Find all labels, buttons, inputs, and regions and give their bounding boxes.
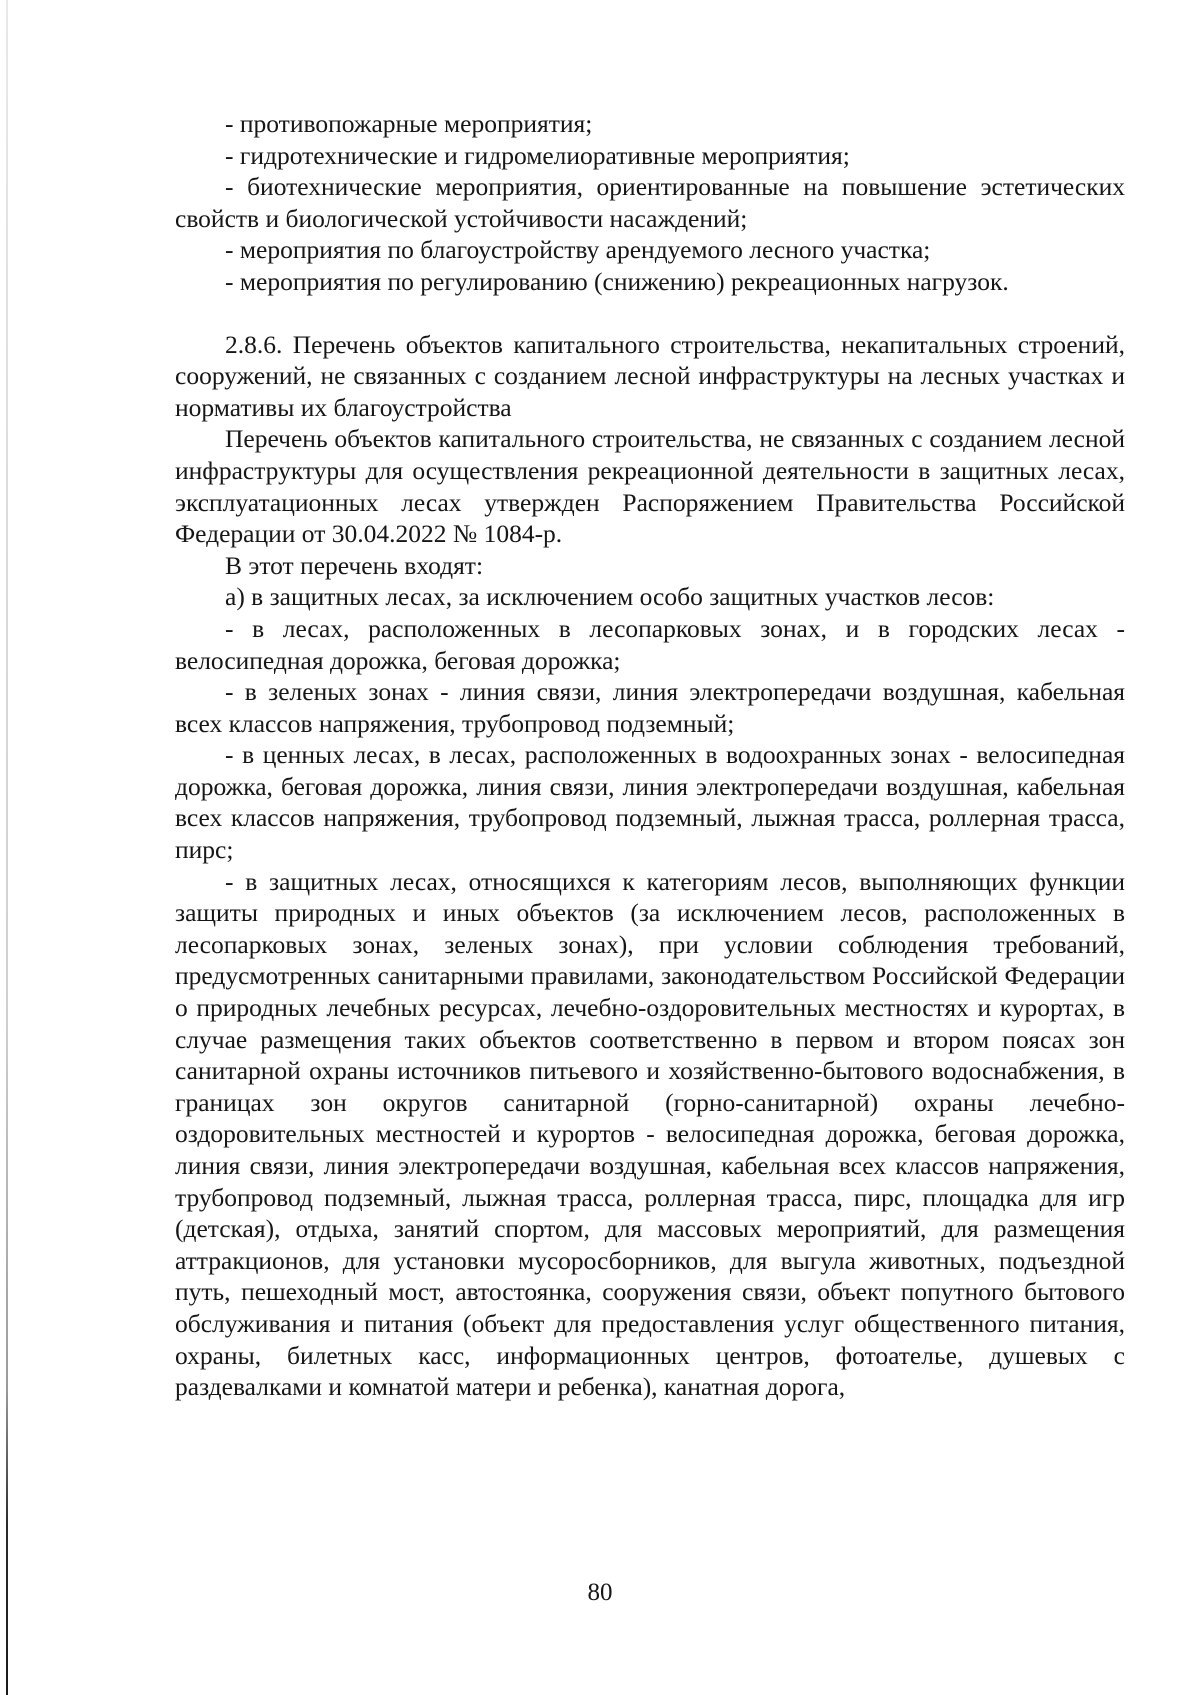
scan-edge-shadow bbox=[6, 0, 8, 1695]
list-item: - в ценных лесах, в лесах, расположенных в водоохранных зонах - велосипедная дорожка, беговая дорожка, линия связи, линия электропередачи воздушная, кабельная всех классов напряжения, трубопровод подземный, лыжная трасса, роллерная трасса, пирс; bbox=[175, 740, 1125, 865]
list-item: - мероприятия по регулированию (снижению) рекреационных нагрузок. bbox=[225, 266, 1009, 296]
section-heading: 2.8.6. Перечень объектов капитального строительства, некапитальных строений, сооружений, не связанных с созданием лесной инфраструктуры на лесных участках и нормативы их благоустройства bbox=[175, 329, 1125, 422]
list-item: - гидротехнические и гидромелиоративные мероприятия; bbox=[225, 140, 850, 170]
list-item: - биотехнические мероприятия, ориентированные на повышение эстетических свойств и биологической устойчивости насаждений; bbox=[175, 172, 1125, 233]
paragraph-gap bbox=[175, 298, 1125, 329]
list-item: - в защитных лесах, относящихся к категориям лесов, выполняющих функции защиты природных и иных объектов (за исключением лесов, расположенных в лесопарковых зонах, зеленых зонах), при условии соблюдения требований, предусмотренных санитарными правилами, законодательством Российской Федерации о природных лечебных ресурсах, лечебно-оздоровительных местностях и курортах, в случае размещения таких объектов соответственно в первом и втором поясах зон санитарной охраны источников питьевого и хозяйственно-бытового водоснабжения, в границах зон округов санитарной (горно-санитарной) охраны лечебно-оздоровительных местностей и курортов - велосипедная дорожка, беговая дорожка, линия связи, линия электропередачи воздушная, кабельная всех классов напряжения, трубопровод подземный, лыжная трасса, роллерная трасса, пирс, площадка для игр (детская), отдыха, занятий спортом, для массовых мероприятий, для размещения аттракционов, для установки мусоросборников, для выгула животных, подъездной путь, пешеходный мост, автостоянка, сооружения связи, объект попутного бытового обслуживания и питания (объект для предоставления услуг общественного питания, охраны, билетных касс, информационных центров, фотоателье, душевых с раздевалками и комнатой матери и ребенка), канатная дорога, bbox=[175, 866, 1125, 1402]
list-item: - в зеленых зонах - линия связи, линия электропередачи воздушная, кабельная всех классов напряжения, трубопровод подземный; bbox=[175, 677, 1125, 738]
intro-paragraph: Перечень объектов капитального строительства, не связанных с созданием лесной инфраструктуры для осуществления рекреационной деятельности в защитных лесах, эксплуатационных лесах утвержден Распоряжением Правительства Российской Федерации от 30.04.2022 № 1084-р. bbox=[175, 424, 1125, 549]
list-item: - противопожарные мероприятия; bbox=[225, 109, 593, 138]
list-item: - в лесах, расположенных в лесопарковых зонах, и в городских лесах - велосипедная дорожка, беговая дорожка; bbox=[175, 613, 1125, 675]
sub-heading-a: а) в защитных лесах, за исключением особо защитных участков лесов: bbox=[225, 582, 995, 612]
list-lead: В этот перечень входят: bbox=[225, 550, 484, 580]
list-item: - мероприятия по благоустройству арендуемого лесного участка; bbox=[225, 235, 931, 265]
document-body bbox=[175, 108, 1125, 1403]
page-number: 80 bbox=[587, 1579, 613, 1606]
